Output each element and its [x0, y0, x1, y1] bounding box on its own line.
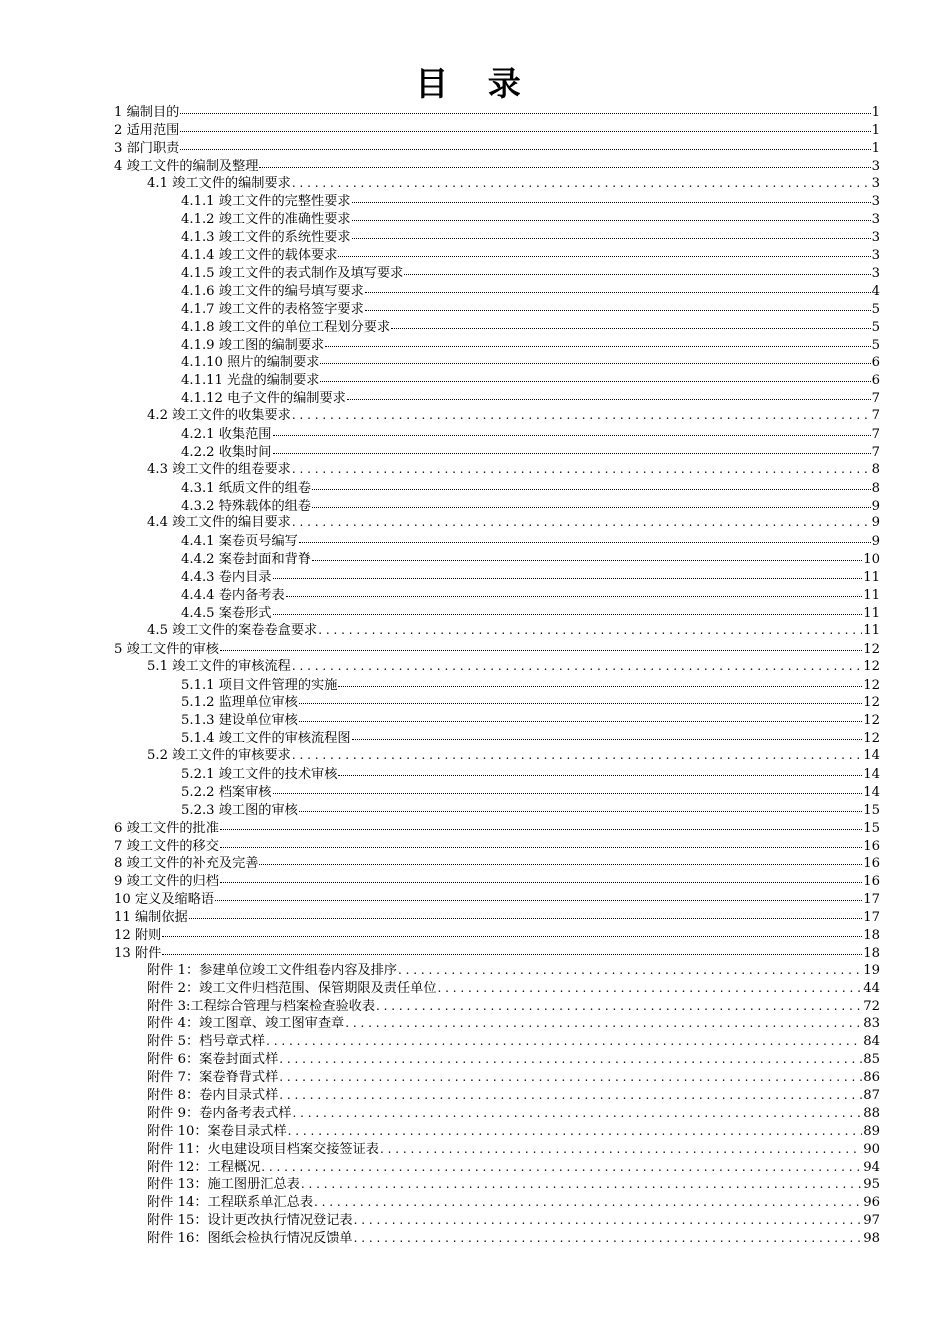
toc-entry-page: 96: [863, 1195, 880, 1211]
toc-entry-page: 16: [863, 874, 880, 890]
toc-entry-label: 4.1.12 电子文件的编制要求: [181, 391, 346, 407]
toc-entry-label: 4.2.2 收集时间: [181, 444, 272, 460]
toc-entry-page: 5: [871, 301, 880, 317]
dot-leader: [352, 727, 863, 740]
toc-entry-page: 3: [871, 158, 880, 174]
toc-entry-label: 5 竣工文件的审核: [114, 641, 219, 657]
toc-entry-label: 4.4.1 案卷页号编写: [181, 534, 298, 550]
toc-entry-page: 97: [863, 1213, 880, 1229]
toc-entry-label: 4.3 竣工文件的组卷要求: [147, 461, 291, 477]
toc-entry-label: 4.1.2 竣工文件的准确性要求: [181, 212, 351, 228]
toc-entry-label: 4.1 竣工文件的编制要求: [147, 175, 291, 191]
toc-entry[interactable]: [114, 1087, 880, 1105]
toc-entry-page: 3: [871, 212, 880, 228]
dot-leader: [398, 962, 862, 980]
dot-leader: [220, 817, 862, 830]
dot-leader: [180, 101, 870, 114]
toc-entry-page: 9: [871, 534, 880, 550]
toc-entry-label: 附件 10：案卷目录式样: [147, 1123, 287, 1139]
dot-leader: [215, 888, 862, 901]
toc-entry-page: 89: [863, 1123, 880, 1139]
dot-leader: [299, 799, 862, 812]
toc-entry-page: 14: [863, 784, 880, 800]
toc-entry-label: 7 竣工文件的移交: [114, 838, 219, 854]
toc-entry-label: 4.1.6 竣工文件的编号填写要求: [181, 283, 364, 299]
toc-entry[interactable]: [114, 1141, 880, 1159]
toc-entry-page: 3: [871, 266, 880, 282]
toc-entry[interactable]: [114, 944, 880, 962]
toc-entry[interactable]: [114, 1105, 880, 1123]
toc-entry-page: 85: [863, 1052, 880, 1068]
toc-entry-page: 7: [871, 427, 880, 443]
toc-entry-label: 4.4.2 案卷封面和背脊: [181, 552, 312, 568]
dot-leader: [301, 1176, 862, 1194]
dot-leader: [261, 1159, 862, 1177]
table-of-contents: [114, 103, 880, 1248]
toc-entry-page: 95: [863, 1177, 880, 1193]
dot-leader: [292, 1105, 862, 1123]
toc-entry-page: 11: [863, 605, 880, 621]
toc-entry-label: 5.1.2 监理单位审核: [181, 695, 298, 711]
dot-leader: [404, 262, 870, 275]
dot-leader: [189, 906, 862, 919]
toc-entry-label: 附件 5：档号章式样: [147, 1034, 266, 1050]
toc-entry-label: 4.4.5 案卷形式: [181, 605, 272, 621]
toc-entry-page: 11: [863, 622, 880, 638]
dot-leader: [286, 584, 863, 597]
dot-leader: [338, 244, 870, 257]
toc-entry[interactable]: [114, 604, 880, 622]
dot-leader: [162, 942, 862, 955]
toc-entry-label: 5.2.1 竣工文件的技术审核: [181, 766, 338, 782]
dot-leader: [438, 980, 863, 998]
toc-entry-label: 附件 11：火电建设项目档案交接签证表: [147, 1141, 379, 1157]
dot-leader: [266, 1033, 862, 1051]
dot-leader: [273, 441, 871, 454]
toc-entry[interactable]: [114, 729, 880, 747]
toc-entry[interactable]: [114, 1123, 880, 1141]
toc-entry-page: 17: [863, 910, 880, 926]
toc-entry-label: 4.2.1 收集范围: [181, 427, 272, 443]
dot-leader: [220, 870, 862, 883]
dot-leader: [220, 638, 862, 651]
toc-entry-page: 12: [863, 695, 880, 711]
toc-entry-page: 6: [871, 373, 880, 389]
dot-leader: [279, 1069, 862, 1087]
toc-entry-page: 16: [863, 838, 880, 854]
dot-leader: [347, 387, 871, 400]
toc-entry[interactable]: [114, 1230, 880, 1248]
dot-leader: [376, 998, 862, 1016]
toc-entry-label: 4.1.1 竣工文件的完整性要求: [181, 194, 351, 210]
toc-entry-page: 3: [871, 194, 880, 210]
dot-leader: [352, 226, 871, 239]
toc-entry-page: 8: [871, 461, 880, 477]
toc-entry-label: 5.1.3 建设单位审核: [181, 713, 298, 729]
toc-entry-page: 1: [871, 122, 880, 138]
dot-leader: [320, 369, 870, 382]
dot-leader: [299, 691, 862, 704]
toc-entry-page: 12: [863, 713, 880, 729]
dot-leader: [338, 674, 862, 687]
toc-entry-label: 附件 9：卷内备考表式样: [147, 1105, 292, 1121]
toc-entry-label: 附件 2：竣工文件归档范围、保管期限及责任单位: [147, 980, 437, 996]
toc-entry-page: 8: [871, 480, 880, 496]
toc-entry[interactable]: [114, 157, 880, 175]
toc-entry-label: 4.4.3 卷内目录: [181, 570, 272, 586]
toc-entry-page: 3: [871, 248, 880, 264]
toc-entry[interactable]: [114, 1212, 880, 1230]
toc-entry-page: 1: [871, 105, 880, 120]
toc-entry-page: 86: [863, 1070, 880, 1086]
toc-entry-label: 4.1.10 照片的编制要求: [181, 355, 320, 371]
dot-leader: [380, 1141, 862, 1159]
toc-entry-label: 4.1.7 竣工文件的表格签字要求: [181, 301, 364, 317]
dot-leader: [299, 709, 862, 722]
toc-entry-label: 附件 14：工程联系单汇总表: [147, 1195, 314, 1211]
toc-entry-page: 1: [871, 140, 880, 156]
toc-entry-label: 5.1.4 竣工文件的审核流程图: [181, 731, 351, 747]
dot-leader: [312, 477, 871, 490]
toc-entry[interactable]: [114, 640, 880, 658]
dot-leader: [354, 1230, 863, 1248]
toc-entry-label: 3 部门职责: [114, 140, 180, 156]
toc-entry-page: 7: [871, 444, 880, 460]
toc-entry[interactable]: [114, 1033, 880, 1051]
toc-entry[interactable]: [114, 962, 880, 980]
toc-entry-page: 18: [863, 945, 880, 961]
toc-entry-label: 4 竣工文件的编制及整理: [114, 158, 259, 174]
toc-entry-label: 11 编制依据: [114, 910, 188, 926]
toc-entry[interactable]: [114, 443, 880, 461]
toc-entry-page: 17: [863, 892, 880, 908]
toc-entry-page: 6: [871, 355, 880, 371]
dot-leader: [352, 190, 871, 203]
toc-entry-page: 12: [863, 731, 880, 747]
toc-entry-page: 14: [863, 748, 880, 764]
dot-leader: [273, 566, 863, 579]
dot-leader: [325, 334, 870, 347]
toc-entry-label: 9 竣工文件的归档: [114, 874, 219, 890]
dot-leader: [312, 548, 862, 561]
toc-entry-label: 6 竣工文件的批准: [114, 820, 219, 836]
toc-entry-page: 12: [863, 641, 880, 657]
toc-entry-label: 附件 7：案卷脊背式样: [147, 1070, 279, 1086]
toc-entry-label: 5.2.2 档案审核: [181, 784, 272, 800]
toc-entry-label: 10 定义及缩略语: [114, 892, 215, 908]
dot-leader: [365, 298, 871, 311]
toc-entry-page: 19: [863, 962, 880, 978]
toc-entry-page: 7: [871, 408, 880, 424]
toc-entry[interactable]: [114, 1194, 880, 1212]
toc-entry[interactable]: [114, 980, 880, 998]
toc-entry-label: 4.4.4 卷内备考表: [181, 588, 285, 604]
toc-entry-page: 3: [871, 230, 880, 246]
dot-leader: [338, 763, 862, 776]
toc-entry-label: 4.2 竣工文件的收集要求: [147, 408, 291, 424]
toc-entry-page: 14: [863, 766, 880, 782]
toc-entry-page: 18: [863, 927, 880, 943]
toc-entry-label: 5.2 竣工文件的审核要求: [147, 748, 291, 764]
toc-entry[interactable]: [114, 389, 880, 407]
dot-leader: [352, 208, 871, 221]
toc-entry-label: 附件 12：工程概况: [147, 1159, 261, 1175]
toc-entry-label: 4.3.1 纸质文件的组卷: [181, 480, 312, 496]
toc-entry-page: 3: [871, 175, 880, 191]
dot-leader: [220, 835, 862, 848]
toc-entry-page: 16: [863, 856, 880, 872]
toc-entry[interactable]: [114, 1176, 880, 1194]
toc-entry-label: 4.1.8 竣工文件的单位工程划分要求: [181, 319, 391, 335]
toc-entry-label: 附件 13：施工图册汇总表: [147, 1177, 300, 1193]
dot-leader: [279, 1051, 862, 1069]
dot-leader: [365, 280, 871, 293]
toc-entry-page: 44: [863, 980, 880, 996]
toc-entry-label: 4.1.11 光盘的编制要求: [181, 373, 320, 389]
dot-leader: [273, 423, 871, 436]
dot-leader: [312, 495, 871, 508]
dot-leader: [180, 137, 870, 150]
toc-entry-label: 附件 4：竣工图章、竣工图审查章: [147, 1016, 345, 1032]
dot-leader: [162, 924, 862, 937]
toc-entry-page: 88: [863, 1105, 880, 1121]
toc-entry[interactable]: [114, 497, 880, 515]
toc-entry-label: 5.1.1 项目文件管理的实施: [181, 677, 338, 693]
dot-leader: [259, 852, 862, 865]
toc-entry-label: 5.1 竣工文件的审核流程: [147, 658, 291, 674]
toc-entry-page: 98: [863, 1231, 880, 1247]
dot-leader: [314, 1194, 862, 1212]
toc-entry-label: 4.3.2 特殊载体的组卷: [181, 498, 312, 514]
dot-leader: [320, 351, 870, 364]
dot-leader: [345, 1015, 862, 1033]
toc-entry[interactable]: [114, 1051, 880, 1069]
toc-entry-label: 4.5 竣工文件的案卷卷盒要求: [147, 622, 318, 638]
toc-entry-label: 4.1.9 竣工图的编制要求: [181, 337, 325, 353]
toc-entry-label: 附件 16：图纸会检执行情况反馈单: [147, 1231, 353, 1247]
toc-entry-label: 4.1.4 竣工文件的载体要求: [181, 248, 338, 264]
toc-entry-page: 10: [863, 552, 880, 568]
toc-entry-label: 13 附件: [114, 945, 162, 961]
toc-entry-page: 15: [863, 820, 880, 836]
toc-entry[interactable]: [114, 1069, 880, 1087]
toc-entry-label: 4.1.5 竣工文件的表式制作及填写要求: [181, 266, 404, 282]
toc-entry-label: 2 适用范围: [114, 122, 180, 138]
dot-leader: [180, 119, 870, 132]
toc-entry-label: 附件 6：案卷封面式样: [147, 1052, 279, 1068]
toc-entry-page: 87: [863, 1087, 880, 1103]
toc-entry[interactable]: [114, 1159, 880, 1177]
toc-entry-page: 12: [863, 677, 880, 693]
toc-entry-page: 9: [871, 498, 880, 514]
dot-leader: [273, 781, 863, 794]
toc-entry-page: 94: [863, 1159, 880, 1175]
toc-entry-label: 12 附则: [114, 927, 162, 943]
page-title: 目 录: [415, 64, 535, 103]
toc-entry-page: 83: [863, 1016, 880, 1032]
toc-entry-label: 附件 8：卷内目录式样: [147, 1087, 279, 1103]
dot-leader: [391, 316, 870, 329]
dot-leader: [299, 530, 871, 543]
toc-entry-label: 5.2.3 竣工图的审核: [181, 802, 298, 818]
dot-leader: [273, 602, 863, 615]
toc-entry[interactable]: [114, 1015, 880, 1033]
dot-leader: [354, 1212, 863, 1230]
dot-leader: [259, 155, 870, 168]
toc-entry-page: 84: [863, 1034, 880, 1050]
dot-leader: [279, 1087, 862, 1105]
toc-entry-label: 4.1.3 竣工文件的系统性要求: [181, 230, 351, 246]
toc-entry-label: 附件 1：参建单位竣工文件组卷内容及排序: [147, 962, 397, 978]
toc-entry-page: 4: [871, 283, 880, 299]
toc-entry-page: 5: [871, 337, 880, 353]
toc-entry-page: 11: [863, 588, 880, 604]
toc-entry-label: 4.4 竣工文件的编目要求: [147, 515, 291, 531]
toc-entry-page: 15: [863, 802, 880, 818]
toc-entry-page: 12: [863, 658, 880, 674]
toc-entry-label: 附件 3:工程综合管理与档案检查验收表: [147, 998, 376, 1014]
toc-entry-page: 72: [863, 998, 880, 1014]
toc-entry-page: 90: [863, 1141, 880, 1157]
toc-entry-page: 7: [871, 391, 880, 407]
toc-entry-page: 5: [871, 319, 880, 335]
toc-entry[interactable]: [114, 998, 880, 1016]
toc-entry-label: 1 编制目的: [114, 105, 180, 120]
toc-entry-page: 9: [871, 515, 880, 531]
toc-entry-label: 8 竣工文件的补充及完善: [114, 856, 259, 872]
dot-leader: [288, 1123, 863, 1141]
toc-entry-page: 11: [863, 570, 880, 586]
toc-entry-label: 附件 15：设计更改执行情况登记表: [147, 1213, 353, 1229]
